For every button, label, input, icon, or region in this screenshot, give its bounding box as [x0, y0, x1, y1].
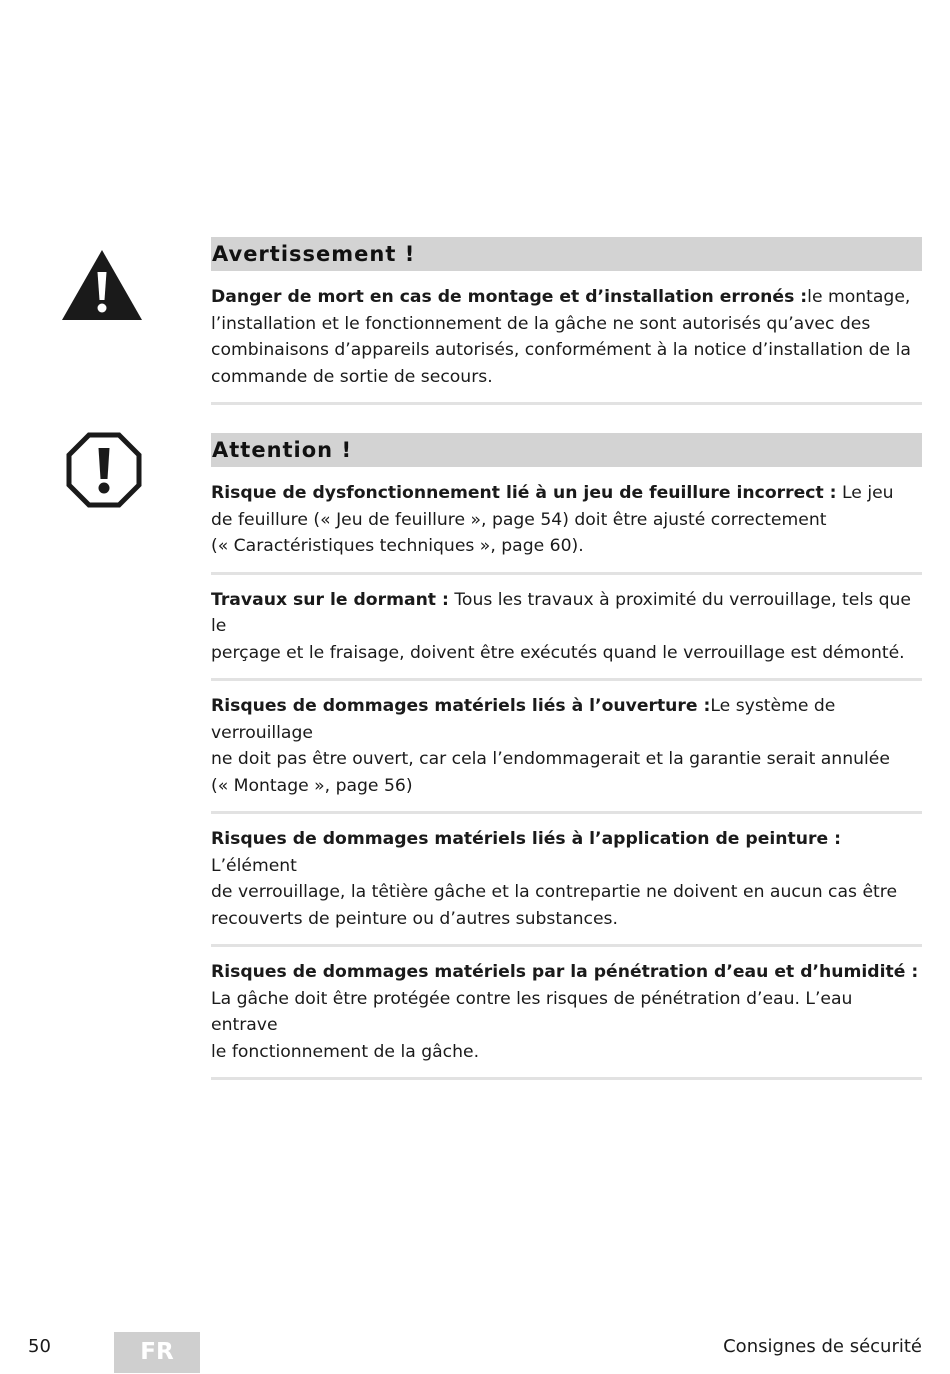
attention-item-2-text: Le système de verrouillage ne doit pas être ouvert, car cela l’endommagerait et la garantie serait annulée (« Montage », page 56)	[211, 696, 890, 796]
attention-item-3	[211, 814, 922, 947]
attention-item-0-text: Le jeu de feuillure (« Jeu de feuillure », page 54) doit être ajusté correctement (« Caractéristiques techniques », page 60).	[211, 483, 894, 556]
attention-item-3-title: Risques de dommages matériels liés à l’application de peinture :	[211, 829, 841, 849]
attention-item-1-text: Tous les travaux à proximité du verrouillage, tels que le perçage et le fraisage, doivent être exécutés quand le verrouillage est démonté.	[211, 589, 911, 663]
attention-heading: Attention !	[211, 433, 922, 467]
warning-triangle-icon	[60, 248, 144, 322]
warning-item-0-text: le montage, l’installation et le fonctionnement de la gâche ne sont autorisés qu’avec des combinaisons d’appareils autorisés, conformément à la notice d’installation de la commande de sortie de secours.	[211, 287, 911, 387]
attention-item-4-text: La gâche doit être protégée contre les risques de pénétration d’eau. L’eau entrave le fonctionnement de la gâche.	[211, 988, 853, 1062]
attention-octagon-icon	[66, 432, 142, 508]
attention-item-4	[211, 947, 922, 1080]
warning-heading: Avertissement !	[211, 237, 922, 271]
attention-item-0	[211, 467, 922, 575]
attention-item-0-title: Risque de dysfonctionnement lié à un jeu de feuillure incorrect :	[211, 483, 837, 503]
warning-section	[211, 237, 922, 405]
warning-item-0	[211, 271, 922, 405]
attention-item-1-title: Travaux sur le dormant :	[211, 589, 449, 610]
attention-item-2	[211, 681, 922, 814]
attention-item-3-text: L’élément de verrouillage, la têtière gâche et la contrepartie ne doivent en aucun cas être recouverts de peinture ou d’autres substances.	[211, 855, 898, 929]
page-number: 50	[28, 1336, 51, 1357]
attention-item-2-title: Risques de dommages matériels liés à l’ouverture :	[211, 696, 711, 716]
attention-item-1	[211, 575, 922, 682]
section-title: Consignes de sécurité	[723, 1336, 922, 1357]
attention-item-4-title: Risques de dommages matériels par la pénétration d’eau et d’humidité :	[211, 962, 919, 982]
warning-item-0-title: Danger de mort en cas de montage et d’installation erronés :	[211, 287, 808, 307]
language-badge: FR	[114, 1332, 200, 1373]
attention-section	[211, 433, 922, 1080]
